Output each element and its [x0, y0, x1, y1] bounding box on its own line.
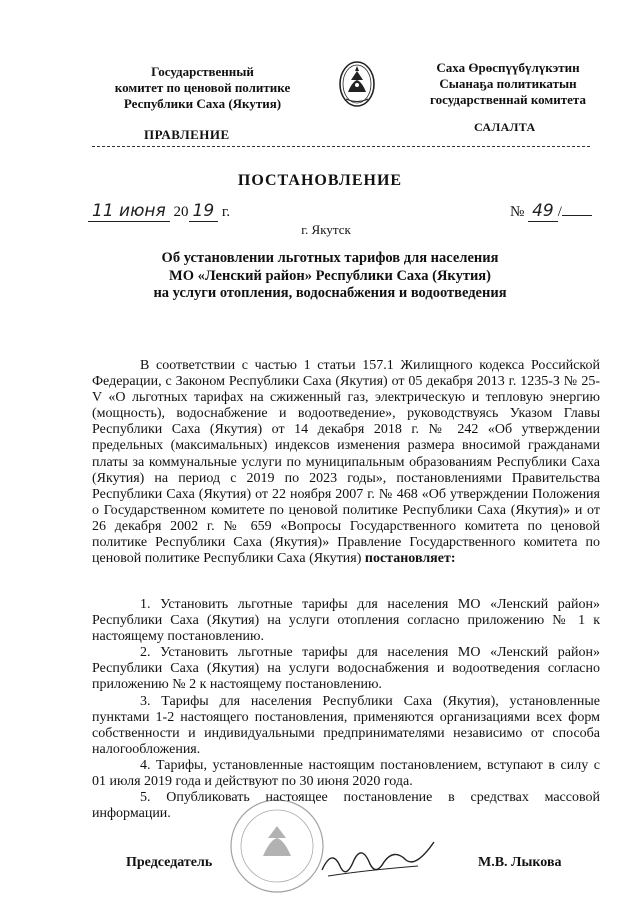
title-line: Об установлении льготных тарифов для населения — [161, 250, 499, 266]
org-name-line: Сыанаҕа политикатын — [439, 76, 577, 91]
title-line: на услуги отопления, водоснабжения и водоотведения — [153, 285, 507, 301]
document-number — [510, 201, 592, 222]
preamble-text: В соответствии с частью 1 статьи 157.1 Жилищного кодекса Российской Федерации, с Законом Республики Саха (Якутия) от 05 декабря 2013 г. 1235-З № 25-V «О льготных тарифах на сжиженный газ, электрическую и тепловую энергию (мощность), водоснабжение и водоотведение», руководствуясь Указом Главы Республики Саха (Якутия) от 14 декабря 2018 г. № 242 «Об утверждении предельных (максимальных) индексов изменения размера вносимой гражданами платы за коммунальные услуги по муниципальным образованиям Республики Саха (Якутия) на период с 2019 по 2023 годы», постановлениями Правительства Республики Саха (Якутия) от 22 ноября 2007 г. № 468 «Об утверждении Положения о Государственном комитете по ценовой политике Республики Саха (Якутия)» и от 26 декабря 2002 г. № 659 «Вопросы Государственного комитета по ценовой политике Республики Саха (Якутия)» Правление Государственного комитета по ценовой политике Республики Саха (Якутия) — [92, 358, 600, 567]
signatory-name: М.В. Лыкова — [478, 855, 562, 870]
document-title — [60, 250, 600, 303]
header-separator — [92, 146, 590, 147]
dept-label-yakut: САЛАЛТА — [474, 120, 536, 134]
number-handwritten: 49 — [528, 201, 558, 222]
org-name-russian — [95, 64, 310, 112]
date-year-handwritten: 19 — [189, 201, 219, 222]
org-name-yakut — [408, 60, 608, 108]
date-suffix: г. — [221, 204, 231, 220]
number-blank — [562, 215, 592, 216]
city: г. Якутск — [301, 222, 351, 237]
org-name-line: Государственный — [151, 64, 254, 79]
org-name-line: Республики Саха (Якутия) — [123, 96, 282, 111]
list-item: 4. Тарифы, установленные настоящим постановлением, вступают в силу с 01 июля 2019 года и действуют по 30 июня 2020 года. — [92, 757, 600, 790]
handwritten-signature — [318, 840, 438, 888]
list-item: 3. Тарифы для населения Республики Саха (Якутия), установленные пунктами 1-2 настоящего постановления, применяются организациями всех форм собственности и индивидуальными предпринимателями независимо от способа налогообложения. — [92, 693, 600, 757]
org-name-line: комитет по ценовой политике — [114, 80, 291, 95]
resolution-items — [92, 597, 600, 822]
list-item: 1. Установить льготные тарифы для населения МО «Ленский район» Республики Саха (Якутия) на услуги отопления согласно приложению № 1 к настоящему постановлению. — [92, 597, 600, 645]
date-day-handwritten: 11 июня — [88, 201, 170, 222]
document-date — [88, 201, 230, 222]
date-year-prefix: 20 — [173, 204, 189, 220]
dept-label-russian: ПРАВЛЕНИЕ — [144, 127, 230, 142]
decision-word: постановляет: — [364, 551, 456, 567]
title-line: МО «Ленский район» Республики Саха (Якутия) — [169, 267, 491, 284]
number-prefix: № — [510, 204, 525, 220]
document-type: ПОСТАНОВЛЕНИЕ — [237, 172, 403, 189]
org-name-line: Саха Өрөспүүбүлүкэтин — [436, 60, 580, 75]
list-item: 5. Опубликовать настоящее постановление в средствах массовой информации. — [92, 790, 600, 822]
preamble-paragraph — [92, 358, 600, 567]
preamble — [92, 358, 600, 567]
org-name-line: государственнай комитета — [430, 92, 586, 107]
number-slash: / — [557, 204, 562, 220]
signatory-title: Председатель — [126, 855, 213, 870]
list-item: 2. Установить льготные тарифы для населения МО «Ленский район» Республики Саха (Якутия) на услуги водоснабжения и водоотведения согласно приложению № 2 к настоящему постановлению. — [92, 645, 600, 693]
coat-of-arms-emblem — [318, 58, 396, 108]
